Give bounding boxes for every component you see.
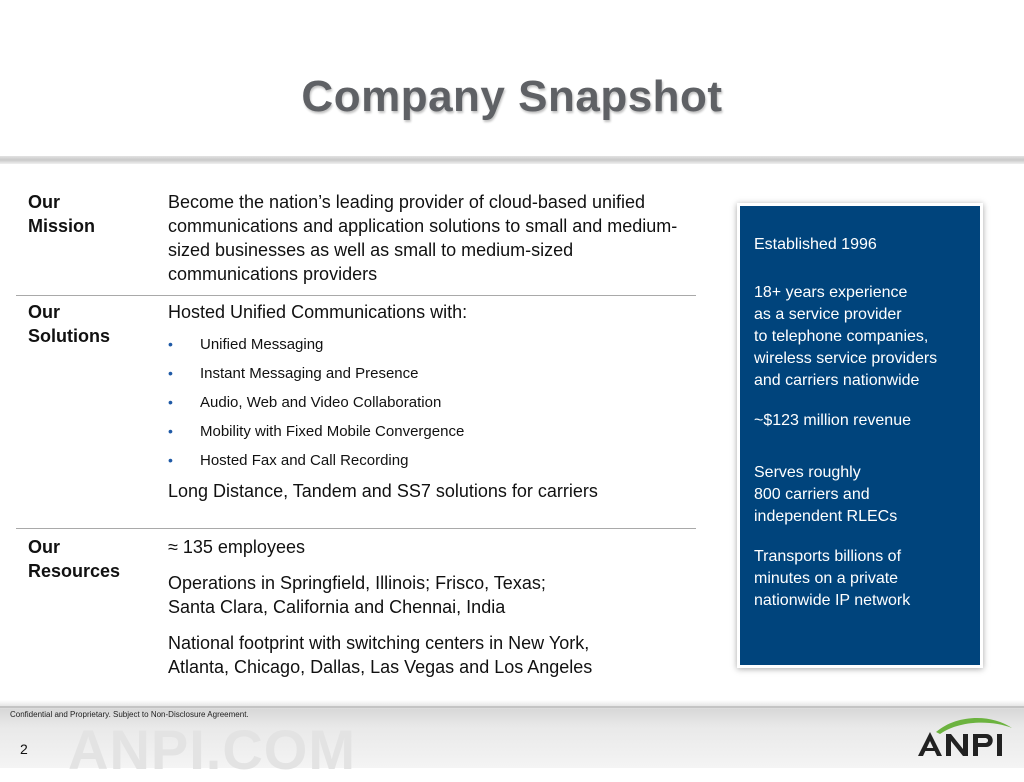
facts-list <box>754 234 974 630</box>
confidentiality-notice: Confidential and Proprietary. Subject to Non-Disclosure Agreement. <box>10 710 249 719</box>
resources-footprint: National footprint with switching centers in New York, Atlanta, Chicago, Dallas, Las Vegas and Los Angeles <box>168 633 593 677</box>
solutions-row <box>16 300 696 525</box>
row-divider <box>16 295 696 296</box>
fact-revenue: ~$123 million revenue <box>754 412 911 429</box>
fact-experience: 18+ years experience as a service provider to telephone companies, wireless service providers and carriers nationwide <box>754 284 938 389</box>
fact-established: Established 1996 <box>754 236 877 253</box>
bullet-icon: • <box>168 365 173 381</box>
solutions-label: Our Solutions <box>28 302 110 346</box>
list-item: • Unified Messaging <box>168 330 693 359</box>
list-item: • Mobility with Fixed Mobile Convergence <box>168 417 693 446</box>
footer-divider <box>0 706 1024 708</box>
slide-title: Company Snapshot <box>301 72 723 121</box>
row-divider <box>16 528 696 529</box>
resources-employees: ≈ 135 employees <box>168 537 305 557</box>
mission-body <box>168 190 693 286</box>
bullet-icon: • <box>168 452 173 468</box>
anpi-logo <box>912 712 1016 762</box>
fact-carriers: Serves roughly 800 carriers and independent RLECs <box>754 464 898 525</box>
title-divider <box>0 156 1024 164</box>
resources-row <box>16 535 696 695</box>
page-number: 2 <box>20 741 28 757</box>
resources-label: Our Resources <box>28 537 121 581</box>
resources-body <box>168 535 693 691</box>
list-item: • Audio, Web and Video Collaboration <box>168 388 693 417</box>
anpi-logo-icon <box>912 712 1016 762</box>
solutions-footer: Long Distance, Tandem and SS7 solutions for carriers <box>168 481 598 501</box>
list-item: • Hosted Fax and Call Recording <box>168 446 693 475</box>
mission-text: Become the nation’s leading provider of cloud-based unified communications and application solutions to small and medium-sized businesses as well as small to medium-sized communications providers <box>168 192 678 284</box>
solutions-heading: Hosted Unified Communications with: <box>168 302 468 322</box>
mission-label: Our Mission <box>28 192 96 236</box>
list-item: • Instant Messaging and Presence <box>168 359 693 388</box>
mission-row <box>16 190 696 290</box>
fact-network: Transports billions of minutes on a private nationwide IP network <box>754 548 911 609</box>
resources-operations: Operations in Springfield, Illinois; Frisco, Texas; Santa Clara, California and Chennai, India <box>168 573 546 617</box>
bullet-icon: • <box>168 336 173 352</box>
solutions-list <box>168 330 693 475</box>
bullet-icon: • <box>168 423 173 439</box>
watermark: ANPI.COM <box>68 718 356 781</box>
solutions-body <box>168 300 693 503</box>
facts-panel <box>740 206 980 665</box>
bullet-icon: • <box>168 394 173 410</box>
